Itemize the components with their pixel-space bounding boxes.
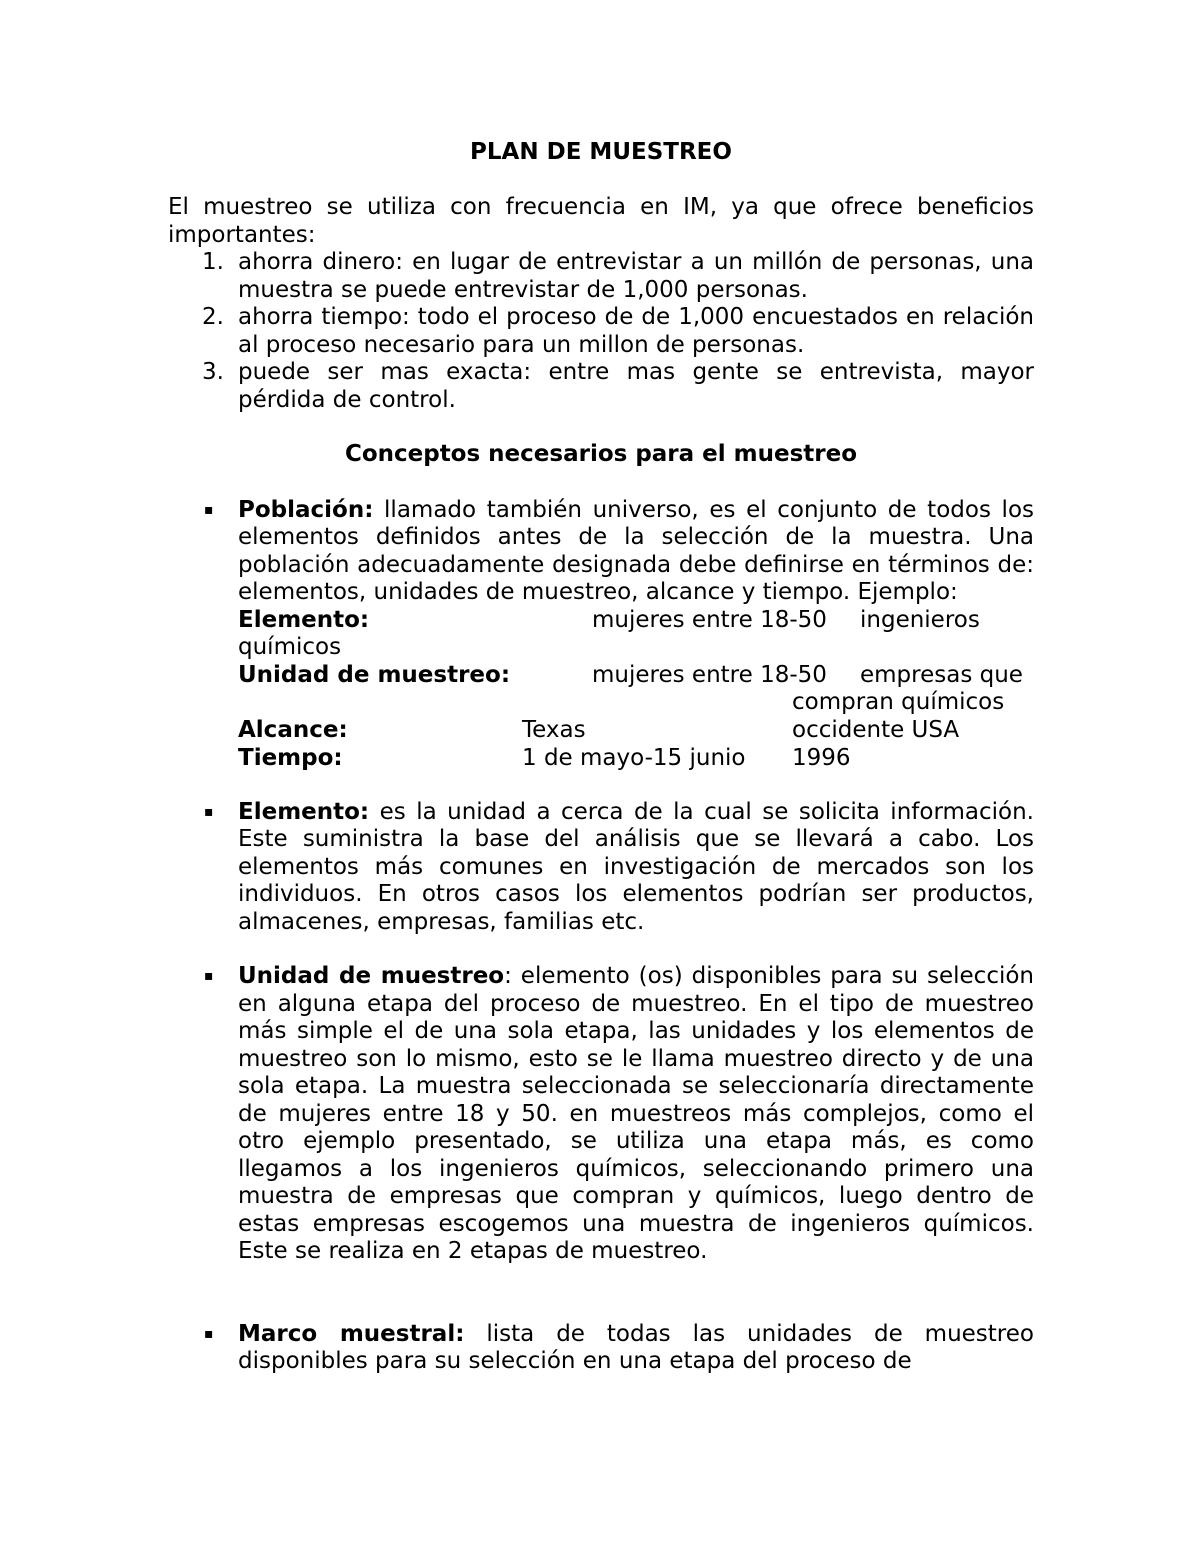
list-number: 2. <box>202 304 224 330</box>
square-bullet-icon: ▪ <box>204 1325 214 1342</box>
example-block <box>168 607 1034 772</box>
concept-term: Elemento: <box>238 798 370 825</box>
concept-elemento <box>168 799 1034 937</box>
example-cell: Texas <box>522 716 586 743</box>
example-cell: occidente USA <box>792 716 960 743</box>
intro-paragraph: El muestreo se utiliza con frecuencia en IM, ya que ofrece beneficios importantes: <box>168 194 1034 248</box>
concept-unidad-de-muestreo <box>168 963 1034 1266</box>
example-cell: 1 de mayo-15 junio <box>522 744 746 771</box>
list-item-text: ahorra dinero: en lugar de entrevistar a un millón de personas, una muestra se puede entrevistar de 1,000 personas. <box>238 249 1034 303</box>
concept-poblacion <box>168 497 1034 607</box>
example-cell: empresas que <box>860 661 1023 688</box>
section-heading: Conceptos necesarios para el muestreo <box>344 441 858 467</box>
list-number: 3. <box>202 359 224 385</box>
concept-definition: es la unidad a cerca de la cual se solicita información. Este suministra la base del análisis que se llevará a cabo. Los elementos más comunes en investigación de mercados son los individuos. En otros casos los elementos podrían ser productos, almacenes, empresas, familias etc. <box>238 798 1034 935</box>
document-body <box>168 139 1034 1403</box>
example-cell: mujeres entre 18-50 <box>592 606 827 633</box>
list-number: 1. <box>202 249 224 275</box>
concept-definition: : elemento (os) disponibles para su selección en alguna etapa del proceso de muestreo. En el tipo de muestreo más simple el de una sola etapa, las unidades y los elementos de muestreo son lo mismo, esto se le llama muestreo directo y de una sola etapa. La muestra seleccionada se seleccionaría directamente de mujeres entre 18 y 50. en muestreos más complejos, como el otro ejemplo presentado, se utiliza una etapa más, es como llegamos a los ingenieros químicos, seleccionando primero una muestra de empresas que compran y químicos, luego dentro de estas empresas escogemos una muestra de ingenieros químicos. Este se realiza en 2 etapas de muestreo. <box>238 963 1035 1264</box>
square-bullet-icon: ▪ <box>204 501 214 518</box>
example-label-unidad: Unidad de muestreo: <box>238 661 511 688</box>
square-bullet-icon: ▪ <box>204 968 214 984</box>
list-item-text: ahorra tiempo: todo el proceso de de 1,000 encuestados en relación al proceso necesario para un millon de personas. <box>238 304 1034 358</box>
example-cell: mujeres entre 18-50 <box>592 661 827 688</box>
list-item-text: puede ser mas exacta: entre mas gente se entrevista, mayor pérdida de control. <box>238 359 1034 413</box>
concept-definition: lista de todas las unidades de muestreo disponibles para su selección en una etapa del proceso de <box>238 1320 1034 1374</box>
example-table <box>168 607 1034 772</box>
example-cell: 1996 <box>792 744 851 771</box>
example-label-tiempo: Tiempo: <box>238 744 343 771</box>
concept-term: Marco muestral: <box>238 1320 465 1347</box>
example-label-alcance: Alcance: <box>238 716 348 743</box>
list-item <box>168 249 1034 304</box>
concept-marco-muestral <box>168 1321 1034 1376</box>
concept-definition: llamado también universo, es el conjunto de todos los elementos definidos antes de la selección de la muestra. Una población adecuadamente designada debe definirse en términos de: elementos, unidades de muestreo, alcance y tiempo. Ejemplo: <box>238 496 1034 605</box>
list-item <box>168 304 1034 359</box>
concepts-list <box>168 497 1034 1376</box>
example-label-elemento: Elemento: <box>238 606 370 633</box>
page-title: PLAN DE MUESTREO <box>470 139 732 165</box>
list-item <box>168 359 1034 414</box>
concept-term: Población: <box>238 496 374 523</box>
example-cell: compran químicos <box>792 688 1005 715</box>
square-bullet-icon: ▪ <box>204 803 214 820</box>
example-cell: ingenieros <box>860 606 980 633</box>
benefits-list <box>168 249 1034 414</box>
concept-term: Unidad de muestreo <box>238 963 505 989</box>
example-cell: químicos <box>238 633 342 660</box>
